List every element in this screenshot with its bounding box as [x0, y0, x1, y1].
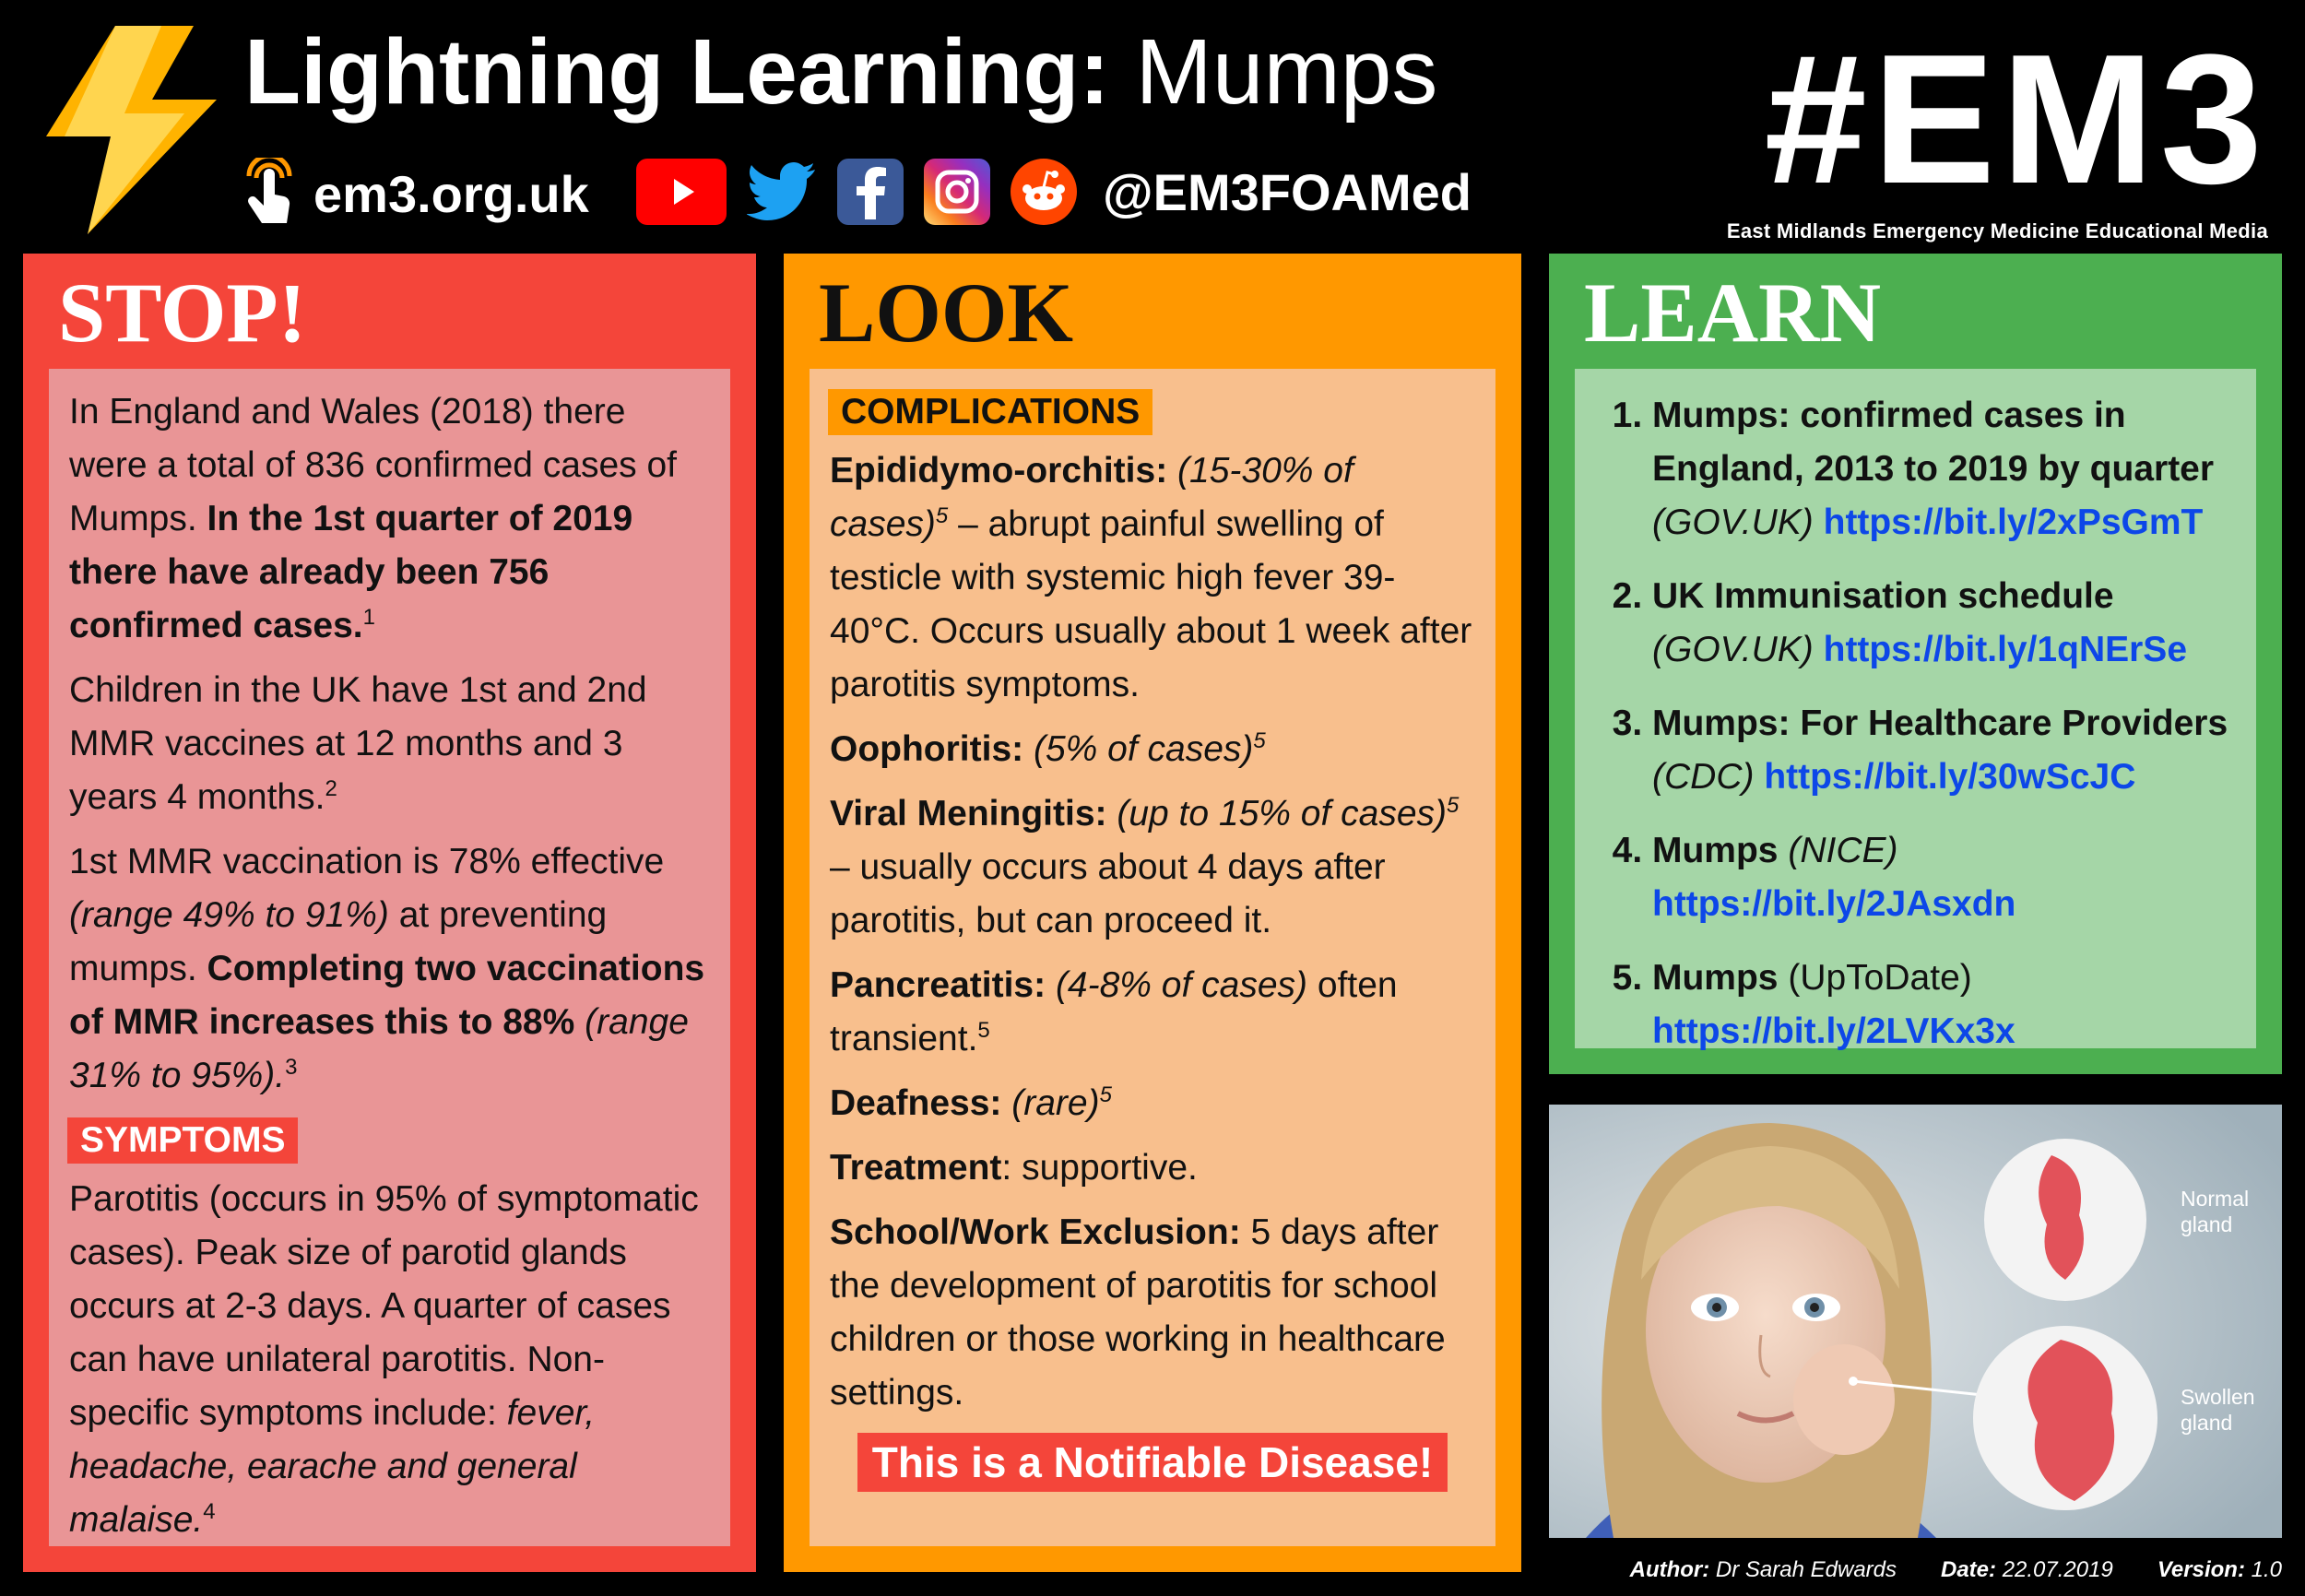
footer	[1549, 1552, 2282, 1589]
complication-oophoritis: Oophoritis: (5% of cases)$^5$	[830, 728, 1266, 769]
notifiable-disease-banner: This is a Notifiable Disease!	[857, 1433, 1448, 1492]
complication-epididymo-orchitis: Epididymo-orchitis: (15-30% of cases)$^5$ – abrupt painful swelling of testicle with systemic high fever 39-40°C. Occurs usually about 1 week after parotitis symptoms.	[830, 451, 1472, 704]
vaccine-efficacy-paragraph: 1st MMR vaccination is 78% effective (range 49% to 91%) at preventing mumps. Completing two vaccinations of MMR increases this to 88% (range 31% to 95%).$^3$	[69, 842, 705, 1095]
footer-date: Date: 22.07.2019	[1941, 1557, 2113, 1582]
learn-panel	[1549, 254, 2282, 1074]
cases-paragraph: In England and Wales (2018) there were a total of 836 confirmed cases of Mumps. In the 1st quarter of 2019 there have already been 756 confirmed cases.$^1$	[69, 392, 678, 645]
reference-link[interactable]: https://bit.ly/2LVKx3x	[1652, 1011, 2015, 1051]
swollen-gland-label: Swollen	[2181, 1385, 2255, 1409]
reference-item: 5. Mumps (UpToDate) https://bit.ly/2LVKx3x	[1652, 952, 2236, 1058]
complication-viral-meningitis: Viral Meningitis: (up to 15% of cases)$^5$ – usually occurs about 4 days after parotitis, but can proceed it.	[830, 793, 1460, 940]
stop-heading: STOP!	[58, 266, 307, 360]
em3-logo-subtitle: East Midlands Emergency Medicine Educational Media	[1726, 219, 2268, 242]
stop-panel	[23, 254, 756, 1572]
complication-deafness: Deafness: (rare)$^5$	[830, 1082, 1112, 1123]
page-title: Lightning Learning: Mumps	[244, 20, 1438, 124]
treatment-paragraph: Treatment: supportive.	[830, 1148, 1198, 1188]
reference-item: 1. Mumps: confirmed cases in England, 2013 to 2019 by quarter (GOV.UK) https://bit.ly/2xPsGmT	[1652, 389, 2236, 550]
reference-link[interactable]: https://bit.ly/2xPsGmT	[1823, 502, 2204, 542]
complications-tag: COMPLICATIONS	[828, 389, 1152, 435]
lightning-bolt-icon	[46, 26, 221, 234]
twitter-icon[interactable]	[747, 159, 817, 225]
normal-gland-label: Normal	[2181, 1187, 2250, 1211]
social-handle[interactable]: @EM3FOAMed	[1103, 162, 1472, 221]
child-parotid-illustration	[1549, 1105, 2282, 1538]
learn-body	[1575, 369, 2256, 1051]
learn-heading: LEARN	[1584, 266, 1882, 360]
reference-item: 3. Mumps: For Healthcare Providers (CDC) https://bit.ly/30wScJC	[1652, 697, 2236, 804]
look-panel	[784, 254, 1521, 1572]
youtube-icon[interactable]	[636, 159, 727, 225]
reference-link[interactable]: https://bit.ly/1qNErSe	[1823, 630, 2188, 669]
normal-gland-label-2: gland	[2181, 1212, 2233, 1236]
reference-link[interactable]: https://bit.ly/2JAsxdn	[1652, 884, 2016, 924]
exclusion-paragraph: School/Work Exclusion: 5 days after the development of parotitis for school children or those working in healthcare settings.	[830, 1212, 1446, 1413]
reference-link[interactable]: https://bit.ly/30wScJC	[1764, 757, 2136, 797]
reddit-icon[interactable]	[1011, 159, 1077, 225]
reference-item: 4. Mumps (NICE) https://bit.ly/2JAsxdn	[1652, 824, 2236, 931]
symptoms-paragraph: Parotitis (occurs in 95% of symptomatic cases). Peak size of parotid glands occurs at 2-3 days. A quarter of cases can have unilateral parotitis. Non-specific symptoms include: fever, headache, earache and general malaise.$^4$	[69, 1179, 699, 1540]
footer-version: Version: 1.0	[2157, 1557, 2282, 1582]
click-hand-icon	[242, 158, 297, 230]
reference-list	[1595, 389, 2236, 1058]
mumps-illustration	[1549, 1105, 2282, 1538]
swollen-gland-label-2: gland	[2181, 1411, 2233, 1435]
facebook-icon[interactable]	[837, 159, 904, 225]
footer-author: Author: Dr Sarah Edwards	[1629, 1557, 1897, 1582]
website-link[interactable]	[242, 157, 589, 231]
symptoms-tag: SYMPTOMS	[67, 1117, 298, 1164]
instagram-icon[interactable]	[924, 159, 990, 225]
reference-item: 2. UK Immunisation schedule (GOV.UK) https://bit.ly/1qNErSe	[1652, 570, 2236, 677]
social-links	[636, 159, 1472, 225]
vaccine-schedule-paragraph: Children in the UK have 1st and 2nd MMR vaccines at 12 months and 3 years 4 months.$^2$	[69, 670, 647, 817]
look-heading: LOOK	[819, 266, 1074, 360]
stop-body	[49, 369, 730, 1546]
website-text: em3.org.uk	[313, 164, 589, 223]
complication-pancreatitis: Pancreatitis: (4-8% of cases) often transient.$^5$	[830, 965, 1398, 1058]
em3-logo-text: #EM3	[1764, 17, 2268, 222]
look-body	[810, 369, 1495, 1546]
em3-logo	[1726, 17, 2268, 243]
